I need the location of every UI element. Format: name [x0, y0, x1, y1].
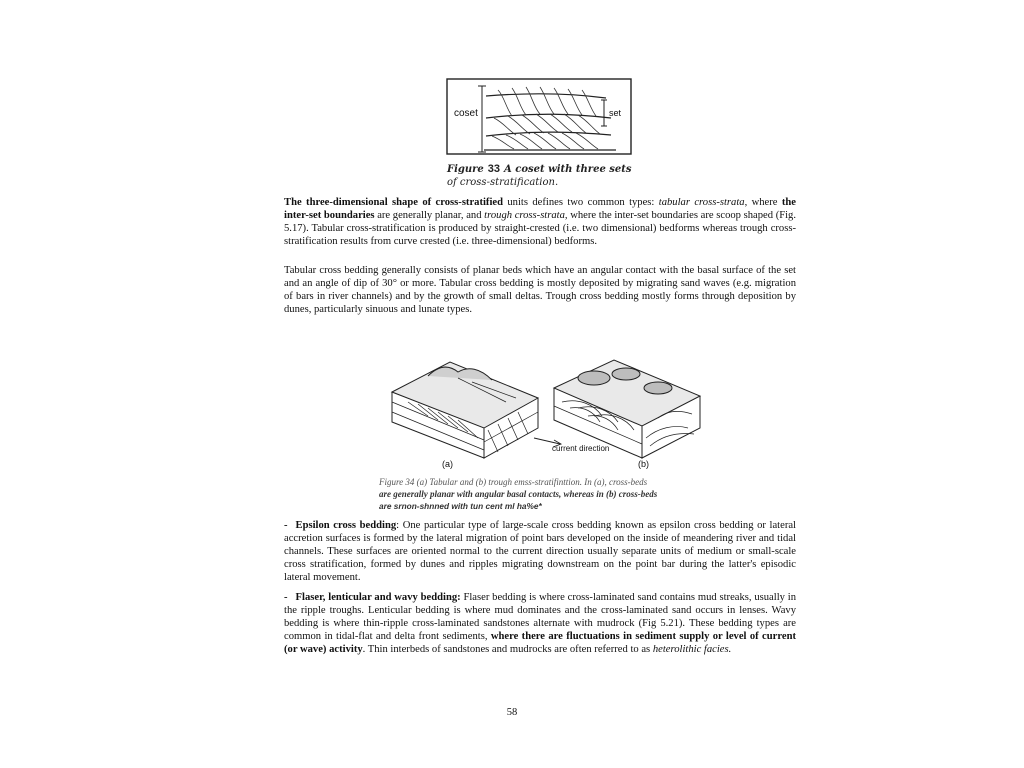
set-label: set — [609, 108, 622, 118]
current-direction-label: current direction — [552, 444, 610, 453]
p1-bold-2: the inter-set boundaries — [284, 197, 796, 221]
figure-33-caption-text-2: of cross-stratification. — [447, 177, 559, 188]
figure-33-number: 33 — [487, 163, 501, 175]
label-a: (a) — [442, 459, 453, 469]
figure-34-caption-line-3: are srnon-shnned with tun cent ml ha%e* — [379, 501, 542, 511]
p1-text-4: where the inter-set boundaries are scoop shaped (Fig. 5.17). Tabular cross-stratification is produced by straight-crested (i.e. two dimensional) bedforms whereas trough cross-stratification results from curve crested (i.e. three-dimensional) bedforms. — [284, 209, 796, 247]
p3-title: Epsilon cross bedding — [295, 520, 397, 531]
figure-33-caption — [447, 163, 637, 189]
p4-bold-1: where there are fluctuations in sediment supply or level of current (or wave) activity — [284, 630, 796, 655]
p1-italic-2: trough cross-strata, — [484, 209, 568, 221]
page-number: 58 — [506, 707, 518, 718]
paragraph-flaser-lenticular-wavy — [284, 592, 796, 657]
coset-label: coset — [454, 108, 478, 119]
p1-bold-1: The three-dimensional shape of cross-stratified — [284, 197, 503, 208]
figure-34-caption-line-2: are generally planar with angular basal contacts, whereas in (b) cross-beds — [379, 489, 658, 499]
figure-34-caption — [379, 476, 719, 512]
p4-title: Flaser, lenticular and wavy bedding: — [295, 592, 461, 603]
p4-text-1: Flaser bedding is where cross-laminated sand contains mud streaks, usually in the ripple troughs. Lenticular bedding is where mud dominates and the cross-laminated sand occurs in lenses. Wavy bedding is where thin-ripple cross-laminated sandstones alternate with mudrock (Fig 5.21). These bedding types are common in tidal-flat and delta front sediments, — [284, 592, 796, 642]
cross-stratification-block-diagram — [388, 358, 702, 470]
p4-italic-1: heterolithic facies. — [652, 643, 732, 655]
label-b: (b) — [638, 459, 649, 469]
p1-text-1: units defines two common types: — [503, 197, 659, 208]
p4-text-2: . Thin interbeds of sandstones and mudrocks are often referred to as — [362, 643, 653, 655]
figure-34-caption-line-1: Figure 34 (a) Tabular and (b) trough emss-stratifinttion. In (a), cross-beds — [379, 477, 648, 487]
p3-bullet: - — [284, 520, 288, 531]
p1-text-3: are generally planar, and — [374, 209, 485, 221]
paragraph-tabular-cross-bedding: Tabular cross bedding generally consists of planar beds which have an angular contact with the basal surface of the set and an angle of dip of 30° or more. Tabular cross bedding is mostly deposited by migrating sand waves (e.g. migration of bars in river channels) and by the growth of small deltas. Trough cross bedding mostly forms through deposition by dunes, particularly sinuous and lunate types. — [284, 265, 796, 315]
p1-italic-1: tabular cross-strata — [658, 197, 745, 208]
p4-bullet: - — [284, 592, 288, 603]
paragraph-cross-strata-types — [284, 197, 796, 249]
figure-33-prefix: Figure — [447, 164, 484, 175]
p1-text-2: , where — [744, 197, 782, 208]
p3-text: : One particular type of large-scale cross bedding known as epsilon cross bedding or lateral accretion surfaces is formed by the lateral migration of point bars developed on the inside of meandering river and tidal channels. These surfaces are oriented normal to the current direction usually separate units of medium or small-scale cross stratification, formed by dunes and ripples migrating downstream on the point bar during the latter's episodic lateral movement. — [284, 520, 796, 583]
figure-33-caption-text-1: A coset with three sets — [504, 164, 632, 175]
paragraph-epsilon-cross-bedding — [284, 520, 796, 585]
